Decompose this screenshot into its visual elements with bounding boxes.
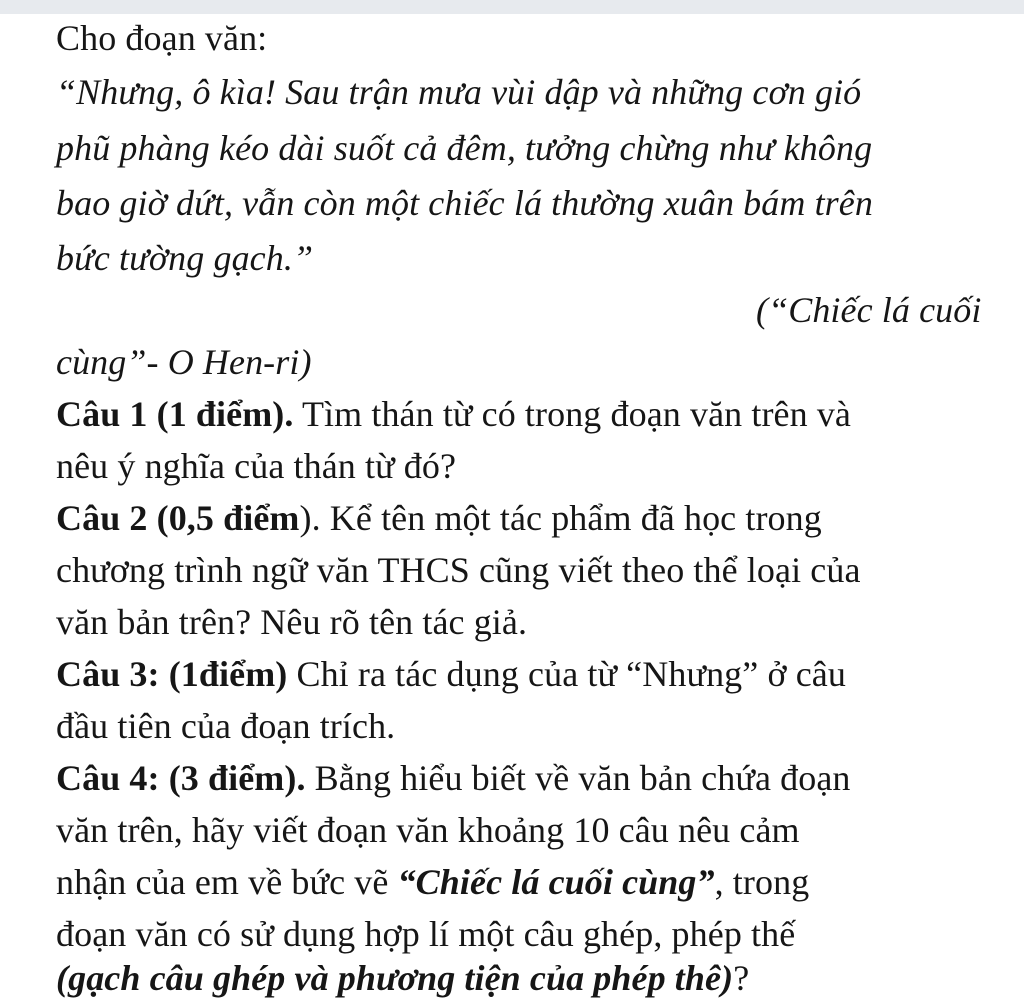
question-2-text: ). Kể tên một tác phẩm đã học trong xyxy=(299,498,822,538)
document-page xyxy=(0,14,1024,998)
question-4-label: Câu 4: (3 điểm). xyxy=(56,758,306,798)
question-2-line-1 xyxy=(56,496,822,540)
question-3-line-1 xyxy=(56,652,846,696)
question-1-line-2: nêu ý nghĩa của thán từ đó? xyxy=(56,446,457,486)
question-4-text-before-title: nhận của em về bức vẽ xyxy=(56,862,398,902)
source-citation-line-1: (“Chiếc lá cuối xyxy=(756,290,982,330)
source-citation-text: cùng”- O Hen-ri) xyxy=(56,342,312,382)
question-4-end-mark: ? xyxy=(733,958,750,998)
question-3-line-2: đầu tiên của đoạn trích. xyxy=(56,706,396,746)
passage-line-3: bao giờ dứt, vẫn còn một chiếc lá thường xuân bám trên xyxy=(56,183,873,223)
question-2-label: Câu 2 (0,5 điểm xyxy=(56,498,300,538)
intro-line: Cho đoạn văn: xyxy=(56,18,268,58)
question-2-line-3: văn bản trên? Nêu rõ tên tác giả. xyxy=(56,602,528,642)
source-citation-line-2 xyxy=(56,340,312,384)
question-2-line-2: chương trình ngữ văn THCS cũng viết theo thể loại của xyxy=(56,550,861,590)
question-4-line-4: đoạn văn có sử dụng hợp lí một câu ghép, phép thế xyxy=(56,914,796,954)
question-4-note: (gạch câu ghép và phương tiện của phép thê) xyxy=(56,958,734,998)
passage-line-2: phũ phàng kéo dài suốt cả đêm, tưởng chừng như không xyxy=(56,128,873,168)
passage-line-4: bức tường gạch.” xyxy=(56,238,314,278)
question-4-text-after-title: , trong xyxy=(714,862,810,902)
question-3-label: Câu 3: (1điểm) xyxy=(56,654,288,694)
question-1-text: Tìm thán từ có trong đoạn văn trên và xyxy=(293,394,852,434)
question-4-text: Bằng hiểu biết về văn bản chứa đoạn xyxy=(305,758,851,798)
question-4-line-2: văn trên, hãy viết đoạn văn khoảng 10 câu nêu cảm xyxy=(56,810,800,850)
question-4-line-5 xyxy=(56,956,749,1000)
top-bar xyxy=(0,0,1024,14)
question-1-line-1 xyxy=(56,392,851,436)
question-4-work-title: “Chiếc lá cuối cùng” xyxy=(397,862,715,902)
question-1-label: Câu 1 (1 điểm). xyxy=(56,394,294,434)
passage-line-1: “Nhưng, ô kìa! Sau trận mưa vùi dập và những cơn gió xyxy=(56,72,862,112)
question-4-line-3 xyxy=(56,860,809,904)
question-4-line-1 xyxy=(56,756,851,800)
question-3-text: Chỉ ra tác dụng của từ “Nhưng” ở câu xyxy=(287,654,846,694)
